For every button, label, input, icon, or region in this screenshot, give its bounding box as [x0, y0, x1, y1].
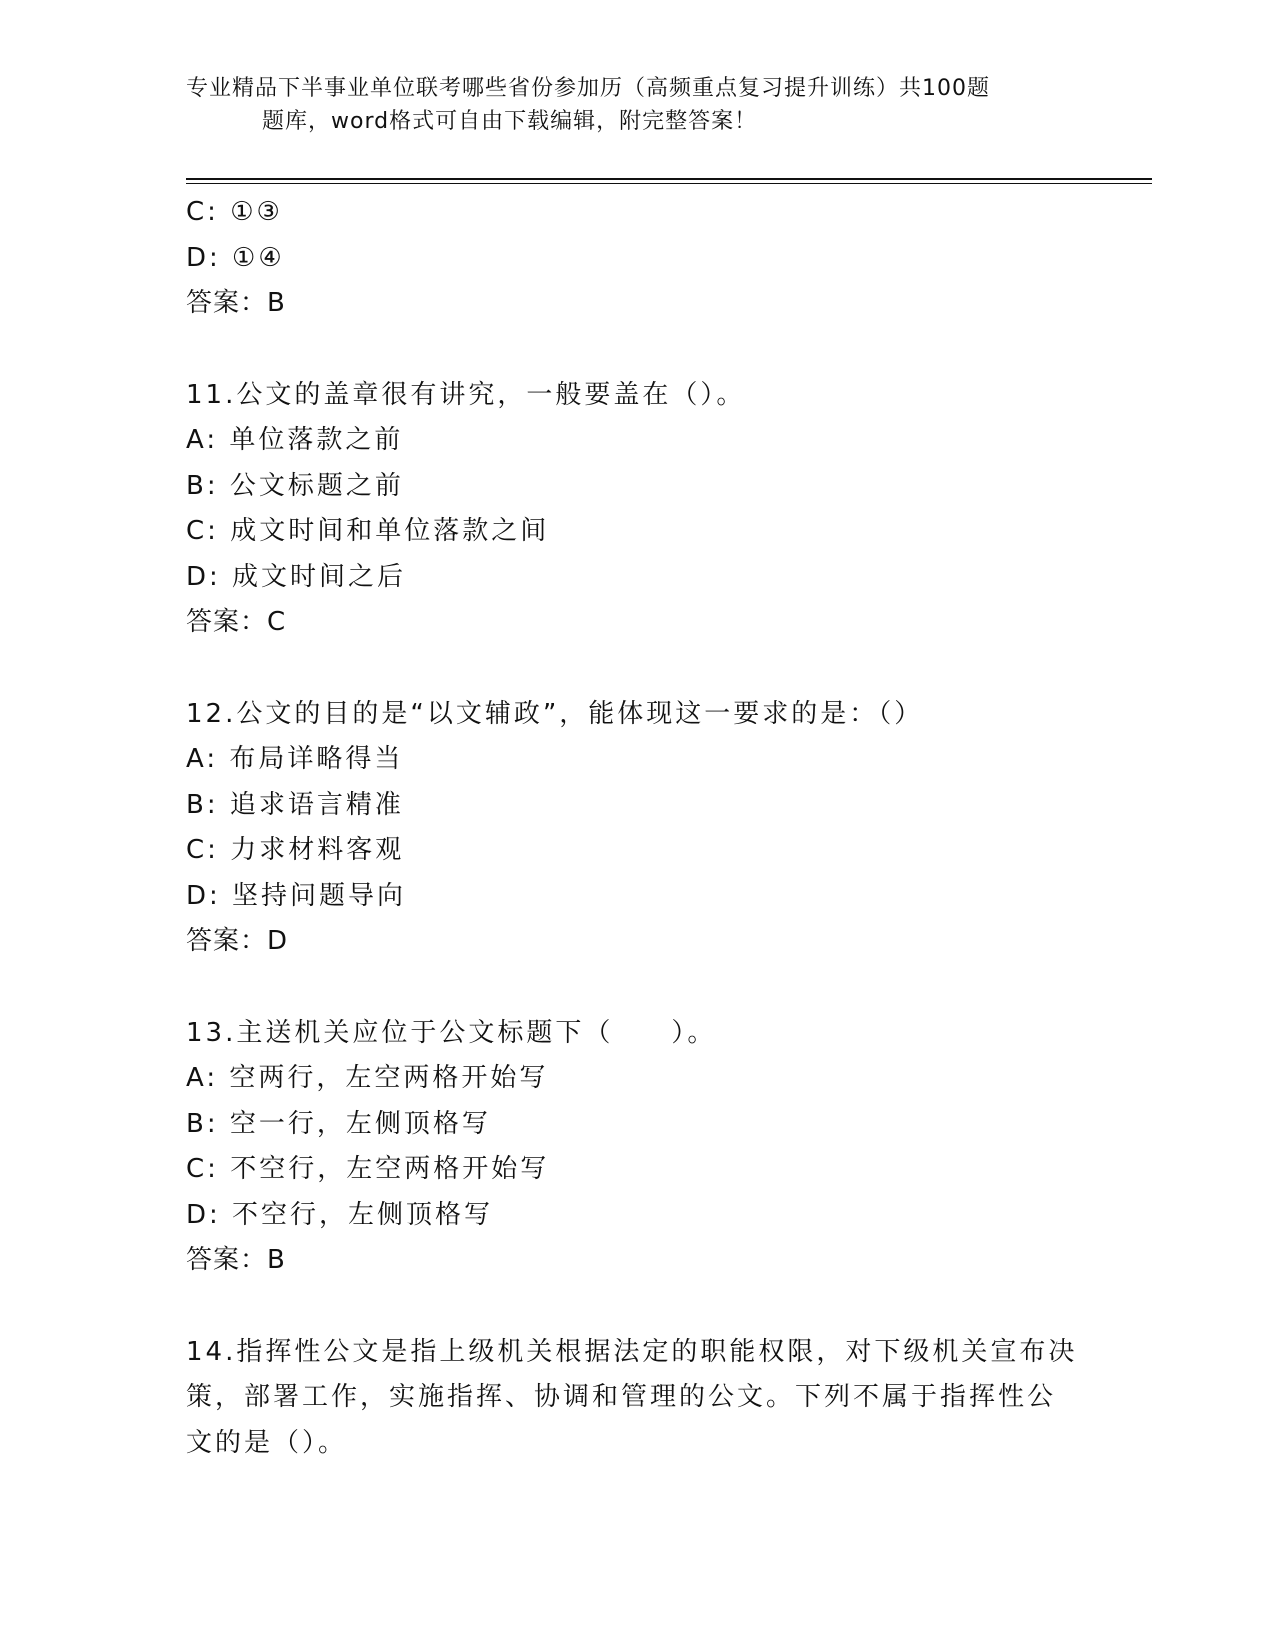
spacer — [186, 1284, 1086, 1330]
question-text: 公文的盖章很有讲究，一般要盖在（）。 — [236, 379, 746, 410]
option-text: 坚持问题导向 — [232, 880, 407, 911]
option-text: 力求材料客观 — [230, 835, 405, 865]
option-label: B: — [186, 470, 219, 501]
option-a — [186, 1056, 1086, 1102]
option-label: A: — [186, 1063, 219, 1093]
option-label: A: — [186, 744, 219, 774]
option-b — [186, 464, 1086, 510]
option-label: C: — [186, 197, 219, 227]
option-label: C: — [186, 835, 219, 865]
question-text: 主送机关应位于公文标题下（ ）。 — [236, 1017, 717, 1048]
option-text: ①③ — [230, 197, 283, 227]
option-label: C: — [186, 516, 219, 546]
answer-line: 答案：B — [186, 288, 286, 318]
question-stem — [186, 1330, 1086, 1467]
spacer — [186, 646, 1086, 692]
option-d — [186, 236, 1086, 282]
option-c — [186, 828, 1086, 874]
option-label: D: — [186, 242, 221, 273]
option-label: B: — [186, 789, 219, 820]
spacer — [186, 965, 1086, 1011]
option-b — [186, 783, 1086, 829]
answer-line: 答案：C — [186, 607, 287, 637]
option-text: 成文时间和单位落款之间 — [230, 516, 550, 546]
option-text: 布局详略得当 — [229, 744, 404, 774]
question-number: 13. — [186, 1017, 237, 1048]
question-text: 指挥性公文是指上级机关根据法定的职能权限，对下级机关宣布决 — [236, 1336, 1078, 1367]
option-c — [186, 509, 1086, 555]
header-divider-thin — [186, 183, 1152, 184]
option-label: A: — [186, 425, 219, 455]
header-divider-thick — [186, 178, 1152, 180]
question-stem-line — [186, 1330, 1086, 1376]
option-text: 空一行，左侧顶格写 — [229, 1108, 491, 1139]
option-label: D: — [186, 880, 221, 911]
header-title-line2: 题库，word格式可自由下载编辑，附完整答案！ — [262, 109, 758, 134]
question-stem-line: 文的是（）。 — [186, 1427, 348, 1458]
question-number: 11. — [186, 379, 237, 410]
question-stem — [186, 373, 1086, 419]
option-d — [186, 874, 1086, 920]
option-text: 追求语言精准 — [229, 789, 404, 820]
option-label: D: — [186, 1199, 221, 1230]
option-text: 单位落款之前 — [229, 425, 404, 455]
question-number: 12. — [186, 698, 237, 729]
option-b — [186, 1102, 1086, 1148]
spacer — [186, 327, 1086, 373]
question-text: 公文的目的是“以文辅政”，能体现这一要求的是：（） — [236, 698, 924, 729]
option-text: 不空行，左空两格开始写 — [230, 1154, 550, 1184]
option-label: D: — [186, 561, 221, 592]
option-c — [186, 1147, 1086, 1193]
option-d — [186, 555, 1086, 601]
option-a — [186, 737, 1086, 783]
page-header — [186, 72, 1066, 138]
question-number: 14. — [186, 1336, 237, 1367]
question-content — [186, 190, 1086, 1466]
option-c — [186, 190, 1086, 236]
option-text: 空两行，左空两格开始写 — [229, 1063, 549, 1093]
option-text: 不空行，左侧顶格写 — [232, 1199, 494, 1230]
header-title-line1: 专业精品下半事业单位联考哪些省份参加历（高频重点复习提升训练）共100题 — [186, 76, 990, 101]
option-a — [186, 418, 1086, 464]
question-stem — [186, 692, 1086, 738]
answer-line: 答案：B — [186, 1245, 286, 1275]
option-text: 公文标题之前 — [229, 470, 404, 501]
question-stem — [186, 1011, 1086, 1057]
option-text: 成文时间之后 — [232, 561, 407, 592]
question-stem-line: 策，部署工作，实施指挥、协调和管理的公文。下列不属于指挥性公 — [186, 1382, 1057, 1412]
option-label: C: — [186, 1154, 219, 1184]
answer-line: 答案：D — [186, 926, 289, 956]
option-text: ①④ — [232, 242, 285, 273]
option-label: B: — [186, 1108, 219, 1139]
option-d — [186, 1193, 1086, 1239]
